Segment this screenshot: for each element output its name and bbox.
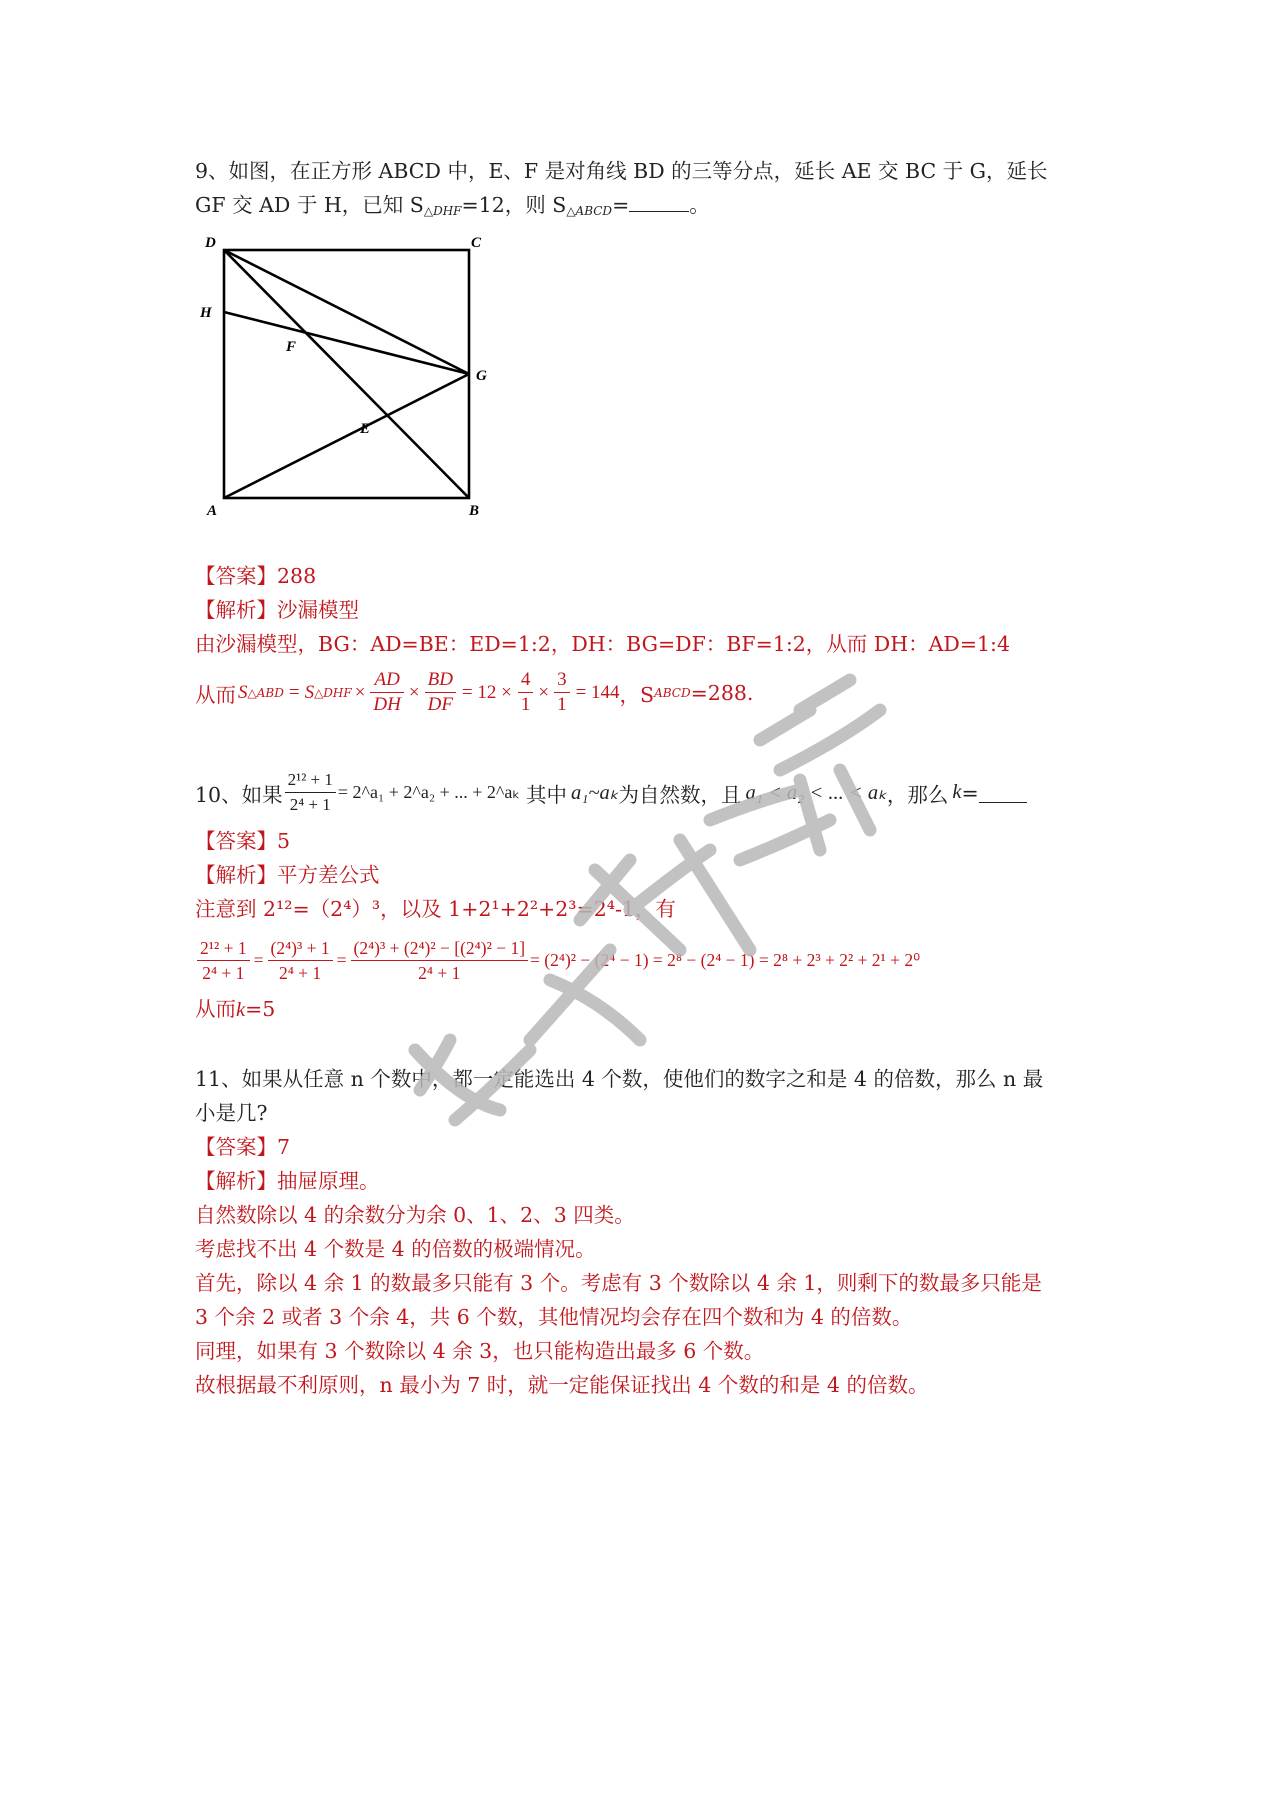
q9-eq-s2: S	[304, 681, 315, 703]
q9-eq-f1-den: DH	[373, 694, 401, 715]
q10-eq-eq2: =	[336, 950, 347, 970]
q10-conclusion-b: =5	[245, 997, 276, 1021]
q10-prefix: 10、如果	[195, 782, 283, 807]
q9-line2-end: 。	[689, 193, 710, 217]
q10-rest-c: ，那么	[886, 782, 949, 807]
q9-answer: 【答案】288	[195, 564, 317, 588]
q9-eq-times1: ×	[354, 681, 366, 703]
q9-eq-frac-ad-dh	[370, 668, 403, 717]
q10-eq-frac3	[351, 936, 529, 985]
q9-eq-s2-sub: △DHF	[314, 685, 352, 700]
q9-eq-f2-num: BD	[425, 668, 456, 693]
label-b: B	[469, 503, 480, 519]
q9-eq-f3-num: 4	[518, 668, 534, 693]
label-d: D	[205, 235, 216, 251]
q10-eq-eq1: =	[253, 950, 264, 970]
q9-eq-eq: =	[288, 681, 300, 703]
q9-eq-frac-4-1	[518, 668, 534, 717]
q9-eq-tail-sub: ABCD	[654, 685, 691, 700]
q11-analysis-l1: 自然数除以 4 的余数分为余 0、1、2、3 四类。	[195, 1203, 635, 1227]
q10-frac	[285, 768, 336, 817]
q10-eq-f2-den: 2⁴ + 1	[278, 963, 322, 983]
q9-analysis-line1: 由沙漏模型，BG：AD=BE：ED=1:2，DH：BG=DF：BF=1:2，从而 DH：AD=1:4	[195, 632, 1011, 656]
q11-line2: 小是几?	[195, 1101, 268, 1125]
q10-note: 注意到 2¹²=（2⁴）³，以及 1+2¹+2²+2³=2⁴-1，有	[195, 897, 676, 921]
q9-eq-result: = 144	[575, 681, 620, 703]
q10-rest-ineq: a₁ < a₂ < ... < aₖ	[745, 782, 887, 804]
q10-conclusion-k: k	[236, 999, 246, 1021]
q10-rest-a: 其中	[526, 782, 568, 807]
q10-eq-frac1	[197, 936, 250, 985]
q10-eq-f3-den: 2⁴ + 1	[418, 963, 461, 983]
q10-eq-f2-num: (2⁴)³ + 1	[268, 936, 333, 961]
q9-line2-c: =	[612, 193, 630, 217]
q11-analysis-l6: 故根据最不利原则，n 最小为 7 时，就一定能保证找出 4 个数的和是 4 的倍数。	[195, 1373, 929, 1397]
q10-frac-den: 2⁴ + 1	[289, 795, 331, 814]
q9-eq-f2-den: DF	[427, 694, 453, 715]
q9-line2-sub2: △ABCD	[566, 204, 613, 218]
q10-eq-f1-num: 2¹² + 1	[197, 936, 250, 961]
q9-eq-f3-den: 1	[520, 694, 531, 715]
q9-line2	[195, 191, 710, 225]
q9-line2-a: GF 交 AD 于 H，已知 S	[195, 193, 424, 217]
q10-rest-b: 为自然数，且	[618, 782, 742, 807]
q9-answer-blank	[629, 211, 689, 212]
q10-analysis-title: 【解析】平方差公式	[195, 863, 380, 887]
q10-answer-blank	[979, 782, 1027, 803]
q10-answer: 【答案】5	[195, 829, 291, 853]
q9-eq-frac-bd-df	[425, 668, 456, 717]
q11-analysis-l5: 同理，如果有 3 个数除以 4 余 3，也只能构造出最多 6 个数。	[195, 1339, 765, 1363]
q11-analysis-l3: 首先，除以 4 余 1 的数最多只能有 3 个。考虑有 3 个数除以 4 余 1，则剩下的数最多只能是	[195, 1271, 1042, 1295]
q9-eq-frac-3-1	[554, 668, 570, 717]
label-c: C	[471, 235, 482, 251]
q10-eq-tail: = (2⁴)² − (2⁴ − 1) = 2⁸ − (2⁴ − 1) = 2⁸ + 2³ + 2² + 2¹ + 2⁰	[530, 950, 921, 970]
q10-eq-f3-num: (2⁴)³ + (2⁴)² − [(2⁴)² − 1]	[351, 936, 529, 961]
q10-conclusion-a: 从而	[195, 997, 236, 1021]
q11-analysis-l2: 考虑找不出 4 个数是 4 的倍数的极端情况。	[195, 1237, 596, 1261]
square-figure	[195, 225, 495, 520]
q9-eq-times2: ×	[408, 681, 420, 703]
q9-eq-f1-num: AD	[370, 668, 403, 693]
q10-rest-d: =	[961, 780, 979, 805]
q9-eq-tail-a: ，S	[619, 682, 655, 707]
label-a: A	[207, 503, 218, 519]
q9-eq-prefix: 从而	[195, 682, 236, 707]
q11-answer: 【答案】7	[195, 1135, 291, 1159]
q9-analysis-title: 【解析】沙漏模型	[195, 598, 359, 622]
segment-dg	[224, 250, 469, 374]
q10-frac-num: 2¹² + 1	[285, 768, 336, 793]
q9-line2-sub1: △DHF	[423, 204, 462, 218]
q10-eq-f1-den: 2⁴ + 1	[202, 963, 245, 983]
q9-eq-times3: ×	[538, 681, 550, 703]
q10-question	[195, 768, 1027, 817]
q9-equation	[195, 668, 753, 717]
q9-line1: 9、如图，在正方形 ABCD 中，E、F 是对角线 BD 的三等分点，延长 AE 交 BC 于 G，延长	[195, 159, 1048, 183]
q11-line1: 11、如果从任意 n 个数中，都一定能选出 4 个数，使他们的数字之和是 4 的倍数，那么 n 最	[195, 1067, 1044, 1091]
q9-eq-f4-num: 3	[554, 668, 570, 693]
label-e: E	[360, 421, 371, 437]
label-h: H	[200, 305, 212, 321]
q9-eq-mid: = 12 ×	[461, 681, 512, 703]
q9-eq-s1-sub: △ABD	[247, 685, 284, 700]
q10-equation	[195, 936, 920, 985]
q9-line2-b: =12，则 S	[461, 193, 567, 217]
q9-eq-tail-b: =288.	[690, 680, 754, 705]
diagonal-bd	[224, 250, 469, 498]
q9-eq-s1: S	[238, 681, 248, 703]
q10-eq-frac2	[268, 936, 333, 985]
q11-analysis-title: 【解析】抽屉原理。	[195, 1169, 380, 1193]
q10-conclusion	[195, 995, 275, 1024]
label-f: F	[286, 339, 297, 355]
label-g: G	[476, 368, 487, 384]
q11-analysis-l4: 3 个余 2 或者 3 个余 4，共 6 个数，其他情况均会存在四个数和为 4 的倍数。	[195, 1305, 913, 1329]
q10-rest-k: k	[952, 781, 962, 803]
segment-ag	[224, 374, 469, 498]
q10-rest-vars: a₁~aₖ	[571, 782, 619, 804]
segment-hg	[224, 312, 469, 374]
q9-eq-f4-den: 1	[557, 694, 567, 715]
q10-rhs: = 2^a₁ + 2^a₂ + ... + 2^aₖ	[337, 782, 521, 802]
